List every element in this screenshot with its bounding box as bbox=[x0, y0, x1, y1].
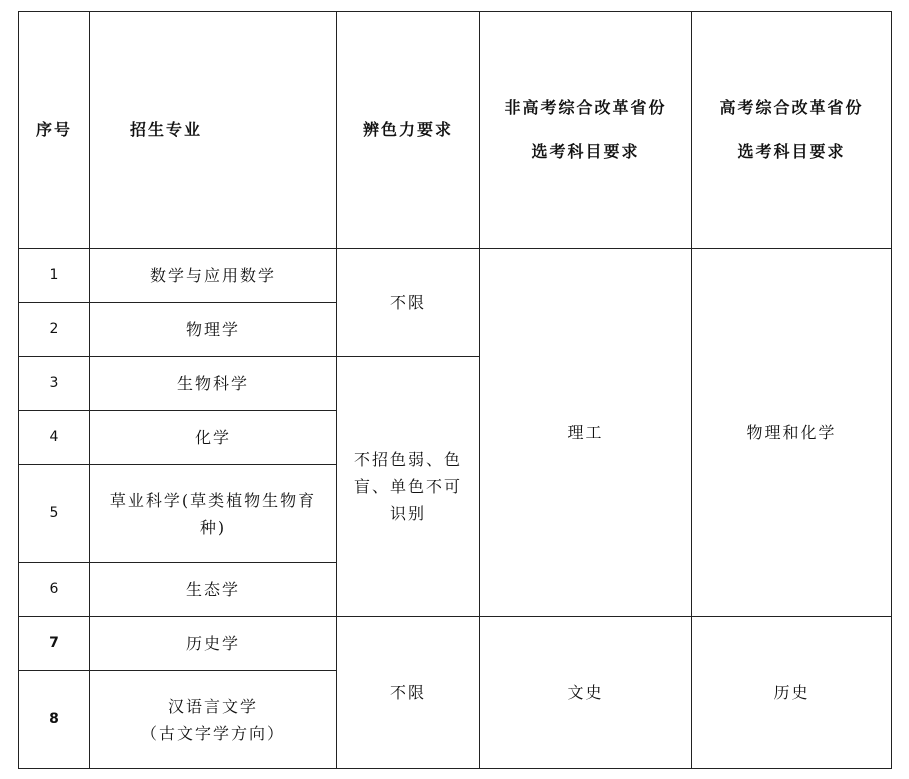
row-index: 3 bbox=[19, 357, 90, 411]
row-index: 5 bbox=[19, 465, 90, 563]
header-reform-line1: 高考综合改革省份 bbox=[719, 98, 864, 117]
row-major: 历史学 bbox=[90, 617, 337, 671]
color-vision-restricted bbox=[337, 357, 480, 617]
row-index: 7 bbox=[19, 617, 90, 671]
color-restricted-line2: 盲、单色不可 bbox=[353, 477, 462, 496]
header-color-vision: 辨色力要求 bbox=[337, 12, 480, 249]
header-reform-line2: 选考科目要求 bbox=[737, 142, 846, 161]
reform-science: 物理和化学 bbox=[692, 249, 892, 617]
reform-liberal: 历史 bbox=[692, 617, 892, 769]
row-major-line2: （古文字学方向） bbox=[140, 723, 285, 743]
color-restricted-line3: 识别 bbox=[389, 504, 426, 523]
row-major: 生物科学 bbox=[90, 357, 337, 411]
header-non-reform-line2: 选考科目要求 bbox=[531, 142, 640, 161]
color-restricted-line1: 不招色弱、色 bbox=[353, 450, 462, 469]
row-major: 化学 bbox=[90, 411, 337, 465]
header-non-reform-line1: 非高考综合改革省份 bbox=[504, 98, 667, 117]
header-reform-provinces bbox=[692, 12, 892, 249]
non-reform-science: 理工 bbox=[480, 249, 692, 617]
color-vision-unlimited: 不限 bbox=[337, 249, 480, 357]
row-major-line2: 种) bbox=[199, 517, 227, 537]
row-index: 4 bbox=[19, 411, 90, 465]
header-index: 序号 bbox=[19, 12, 90, 249]
header-row bbox=[19, 12, 892, 249]
row-major bbox=[90, 465, 337, 563]
row-index: 8 bbox=[19, 671, 90, 769]
header-non-reform-provinces bbox=[480, 12, 692, 249]
table-row bbox=[19, 249, 892, 303]
header-major: 招生专业 bbox=[90, 12, 337, 249]
row-major: 数学与应用数学 bbox=[90, 249, 337, 303]
color-vision-unlimited-2: 不限 bbox=[337, 617, 480, 769]
row-major: 生态学 bbox=[90, 563, 337, 617]
row-index: 2 bbox=[19, 303, 90, 357]
table-row bbox=[19, 617, 892, 671]
row-index: 1 bbox=[19, 249, 90, 303]
row-major-line1: 草业科学(草类植物生物育 bbox=[109, 490, 317, 510]
row-major-line1: 汉语言文学 bbox=[167, 696, 258, 716]
row-major bbox=[90, 671, 337, 769]
non-reform-liberal: 文史 bbox=[480, 617, 692, 769]
row-major: 物理学 bbox=[90, 303, 337, 357]
row-index: 6 bbox=[19, 563, 90, 617]
admission-requirements-table bbox=[18, 11, 892, 769]
